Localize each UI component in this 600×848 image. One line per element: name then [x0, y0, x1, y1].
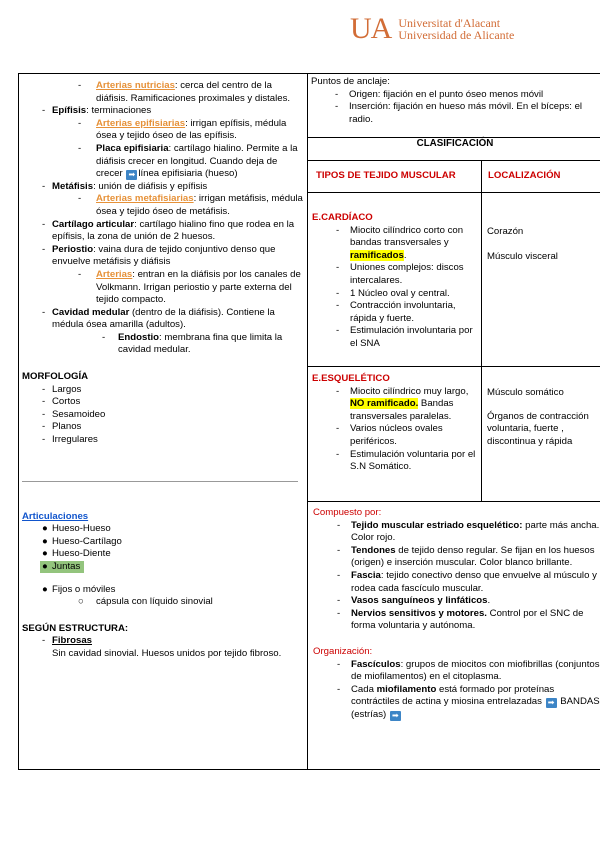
table-rule: [307, 501, 600, 502]
list-item: - Largos: [42, 383, 82, 395]
list-item: - Arterias metafisiarias: irrigan metáfisis, médula ósea y tejido óseo de metáfisis.: [78, 193, 303, 217]
morfologia-heading: MORFOLOGÍA: [22, 371, 89, 383]
list-item: - Inserción: fijación en hueso más móvil. En el bíceps: el radio.: [335, 101, 583, 125]
list-item: - Uniones complejos: discos intercalares.: [336, 262, 464, 286]
list-item: - Endostio: membrana fina que limita la cavidad medular.: [102, 331, 283, 356]
list-item: - Contracción involuntaria, rápida y fuerte.: [336, 300, 456, 324]
list-item: - Metáfisis: unión de diáfisis y epífisis: [42, 180, 208, 192]
list-item: ● Hueso-Diente: [42, 548, 111, 560]
cardiaco-title: E.CARDÍACO: [312, 212, 373, 223]
list-item: - Vasos sanguíneos y linfáticos.: [337, 595, 491, 607]
list-item: - Planos: [42, 421, 82, 433]
horizontal-divider: [22, 481, 298, 482]
list-item: - Fascículos: grupos de miocitos con miofibrillas (conjuntos de miofilamentos) en el citoplasma.: [337, 658, 600, 683]
compuesto-heading: Compuesto por:: [313, 507, 382, 518]
arrow-right-icon: ➡: [546, 698, 557, 708]
list-item: - Cada miofilamento está formado por proteínas contráctiles de actina y miosina entrelazadas ➡ BANDAS (estrías) ➡: [337, 683, 600, 720]
logo-names: [398, 17, 514, 42]
logo-line-valencian: Universitat d'Alacant: [398, 15, 501, 30]
table-rule: [307, 366, 600, 367]
list-item: - Cortos: [42, 396, 81, 408]
column-header-localizacion: LOCALIZACIÓN: [488, 170, 561, 181]
list-item: - Estimulación voluntaria por el S.N Somático.: [336, 448, 476, 473]
list-item: ● Hueso-Hueso: [42, 523, 111, 535]
logo-line-spanish: Universidad de Alicante: [398, 28, 515, 42]
column-divider: [307, 73, 308, 770]
list-item: - Periostio: vaina dura de tejido conjuntivo denso que envuelve metáfisis y diáfisis: [42, 243, 276, 268]
list-item: - Epífisis: terminaciones: [42, 105, 152, 117]
esqueletico-cell: [312, 373, 480, 474]
table-column-divider: [481, 160, 482, 366]
arterias-nutricias-link[interactable]: Arterias nutricias: [96, 80, 175, 91]
list-item: ○ cápsula con líquido sinovial: [78, 596, 213, 608]
articulaciones-heading: [22, 511, 304, 524]
university-logo: [350, 12, 514, 46]
compuesto-section: [313, 507, 600, 722]
arterias-metafisiarias-link[interactable]: Arterias metafisiarias: [96, 193, 194, 205]
list-item: - Arterias: entran en la diáfisis por los canales de Volkmann. Irrigan periostio y parte externa del tejido compacto.: [78, 268, 301, 306]
clasificacion-heading: CLASIFICACIÓN: [416, 138, 494, 149]
arrow-right-icon: ➡: [126, 170, 137, 180]
esqueletico-localizacion: Músculo somático Órganos de contracción voluntaria, fuerte , discontinua y rápida: [487, 387, 589, 447]
list-item: - Tendones de tejido denso regular. Se fijan en los huesos (origen) e inserción muscular. Color blanco brillante.: [337, 544, 595, 569]
cardiaco-localizacion: Corazón Músculo visceral: [487, 226, 558, 262]
estructura-heading: SEGÚN ESTRUCTURA:: [22, 622, 129, 634]
arterias-link[interactable]: Arterias: [96, 268, 133, 280]
logo-mark: UA: [350, 12, 392, 45]
list-item: - Arterias epifisiarias: irrigan epífisis, médula ósea y tejido óseo de las epífisis.: [78, 117, 287, 142]
table-column-divider: [481, 366, 482, 501]
column-header-tipos: TIPOS DE TEJIDO MUSCULAR: [316, 170, 456, 181]
arrow-right-icon: ➡: [390, 711, 401, 721]
list-item: - Varios núcleos ovales periféricos.: [336, 423, 443, 447]
list-item: - Irregulares: [42, 434, 98, 446]
table-rule: [307, 160, 600, 161]
list-item: Sin cavidad sinovial. Huesos unidos por tejido fibroso.: [52, 647, 282, 659]
list-item: ● Juntas: [22, 561, 304, 574]
list-item: - Tejido muscular estriado esquelético: parte más ancha. Color rojo.: [337, 519, 600, 544]
list-item: - Sesamoideo: [42, 408, 106, 420]
esqueletico-title: E.ESQUELÉTICO: [312, 373, 390, 384]
list-item: - Cartílago articular: cartílago hialino fino que rodea en la epífisis, la zona de unión de 2 huesos.: [42, 218, 295, 243]
organizacion-heading: Organización:: [313, 645, 373, 657]
list-item: - Placa epifisiaria: cartílago hialino. Permite a la diáfisis crecer en longitud. Cuando deja de crecer ➡ línea epifisiaria (hueso): [78, 142, 298, 180]
list-item: ● Hueso-Cartílago: [42, 535, 122, 547]
puntos-anclaje-heading: Puntos de anclaje:: [311, 76, 390, 87]
list-item: - Estimulación involuntaria por el SNA: [336, 325, 473, 349]
list-item: - Arterias nutricias: cerca del centro de la diáfisis. Ramificaciones proximales y distales.: [78, 80, 291, 104]
list-item: - Cavidad medular (dentro de la diáfisis). Contiene la médula ósea amarilla (adultos).: [42, 306, 275, 331]
list-item: - 1 Núcleo oval y central.: [336, 287, 450, 299]
left-column: [22, 80, 304, 661]
arterias-epifisiarias-link[interactable]: Arterias epifisiarias: [96, 117, 186, 129]
list-item: - Nervios sensitivos y motores. Control por el SNC de forma voluntaria y autónoma.: [337, 607, 584, 632]
list-item: ● Fijos o móviles: [42, 583, 116, 595]
list-item: - Fascia: tejido conectivo denso que envuelve al músculo y rodea cada fascículo muscular.: [337, 569, 597, 594]
list-item: - Origen: fijación en el punto óseo menos móvil: [335, 88, 544, 100]
list-item: - Fibrosas: [42, 635, 92, 647]
table-rule: [307, 192, 600, 193]
cardiaco-cell: [312, 212, 480, 351]
articulaciones-link[interactable]: Articulaciones: [22, 510, 89, 522]
right-column-top: [311, 76, 600, 126]
list-item: - Miocito cilíndrico muy largo, NO ramificado. Bandas transversales paralelas.: [336, 385, 469, 422]
list-item: - Miocito cilíndrico corto con bandas transversales y ramificados.: [336, 224, 464, 261]
